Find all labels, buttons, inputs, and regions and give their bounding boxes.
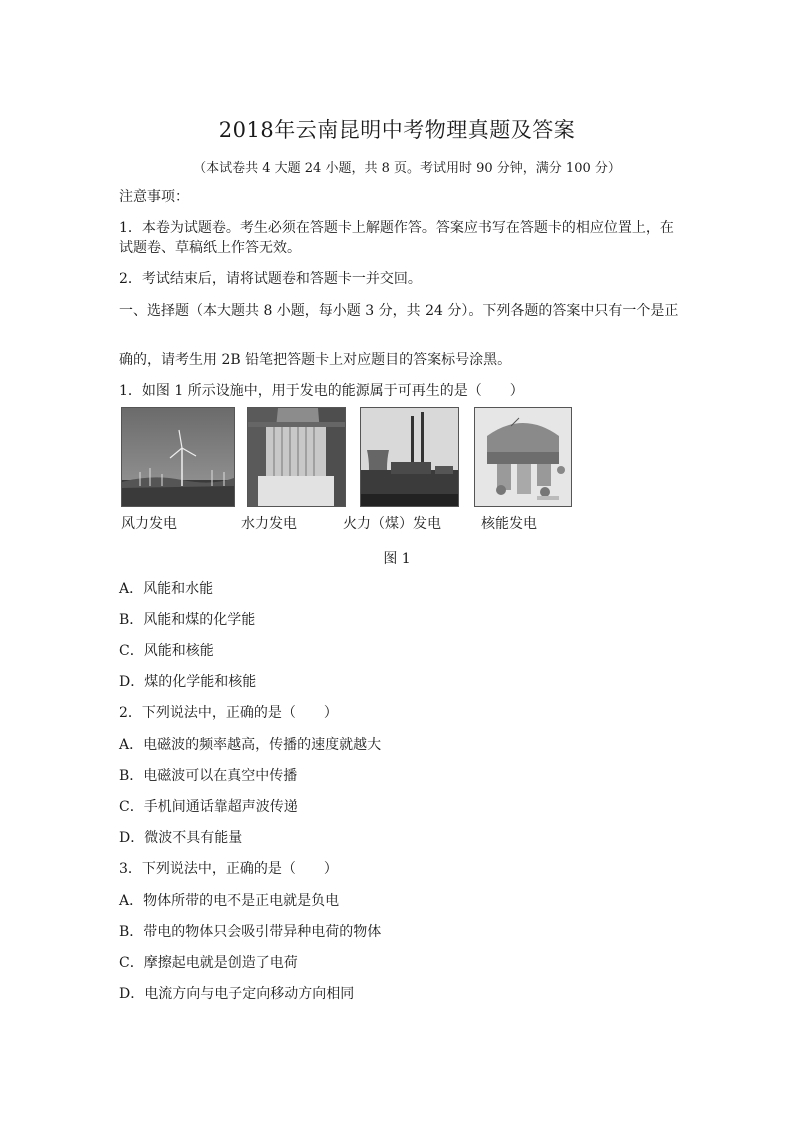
figure-caption-nuclear: 核能发电: [481, 516, 537, 532]
question-2-option-d: D．微波不具有能量: [119, 830, 243, 846]
figure-caption-wind: 风力发电: [121, 516, 177, 532]
question-3-stem: 3．下列说法中，正确的是（ ）: [119, 861, 338, 877]
question-2-option-a: A．电磁波的频率越高，传播的速度就越大: [119, 737, 382, 753]
figure-caption-thermal: 火力（煤）发电: [343, 516, 441, 532]
question-1-option-c: C．风能和核能: [119, 643, 214, 659]
question-1-option-a: A．风能和水能: [119, 581, 214, 597]
note-item-2: 2．考试结束后，请将试题卷和答题卡一并交回。: [119, 271, 422, 287]
hydro-power-photo: [247, 407, 346, 507]
page-title: 2018年云南昆明中考物理真题及答案: [218, 118, 576, 142]
question-1-option-b: B．风能和煤的化学能: [119, 612, 256, 628]
question-1-option-d: D．煤的化学能和核能: [119, 674, 257, 690]
exam-info: （本试卷共 4 大题 24 小题，共 8 页。考试用时 90 分钟，满分 100 分）: [193, 161, 621, 176]
question-3-option-b: B．带电的物体只会吸引带异种电荷的物体: [119, 924, 382, 940]
nuclear-power-photo: [474, 407, 572, 507]
question-2-option-c: C．手机间通话靠超声波传递: [119, 799, 298, 815]
question-2-stem: 2．下列说法中，正确的是（ ）: [119, 705, 338, 721]
section-instructions-line-1: 一、选择题（本大题共 8 小题，每小题 3 分，共 24 分）。下列各题的答案中只有一个是正: [119, 303, 679, 319]
question-1-stem: 1．如图 1 所示设施中，用于发电的能源属于可再生的是（ ）: [119, 383, 524, 399]
section-instructions-line-2: 确的，请考生用 2B 铅笔把答题卡上对应题目的答案标号涂黑。: [119, 352, 512, 368]
figure-label: 图 1: [383, 551, 411, 567]
question-3-option-d: D．电流方向与电子定向移动方向相同: [119, 986, 355, 1002]
thermal-power-photo: [360, 407, 459, 507]
question-2-option-b: B．电磁波可以在真空中传播: [119, 768, 298, 784]
question-3-option-a: A．物体所带的电不是正电就是负电: [119, 893, 340, 909]
note-item-1: 1．本卷为试题卷。考生必须在答题卡上解题作答。答案应书写在答题卡的相应位置上，在试题卷、草稿纸上作答无效。: [119, 220, 674, 256]
wind-power-photo: [121, 407, 235, 507]
question-3-option-c: C．摩擦起电就是创造了电荷: [119, 955, 298, 971]
notes-heading: 注意事项：: [119, 189, 189, 205]
figure-caption-hydro: 水力发电: [241, 516, 297, 532]
